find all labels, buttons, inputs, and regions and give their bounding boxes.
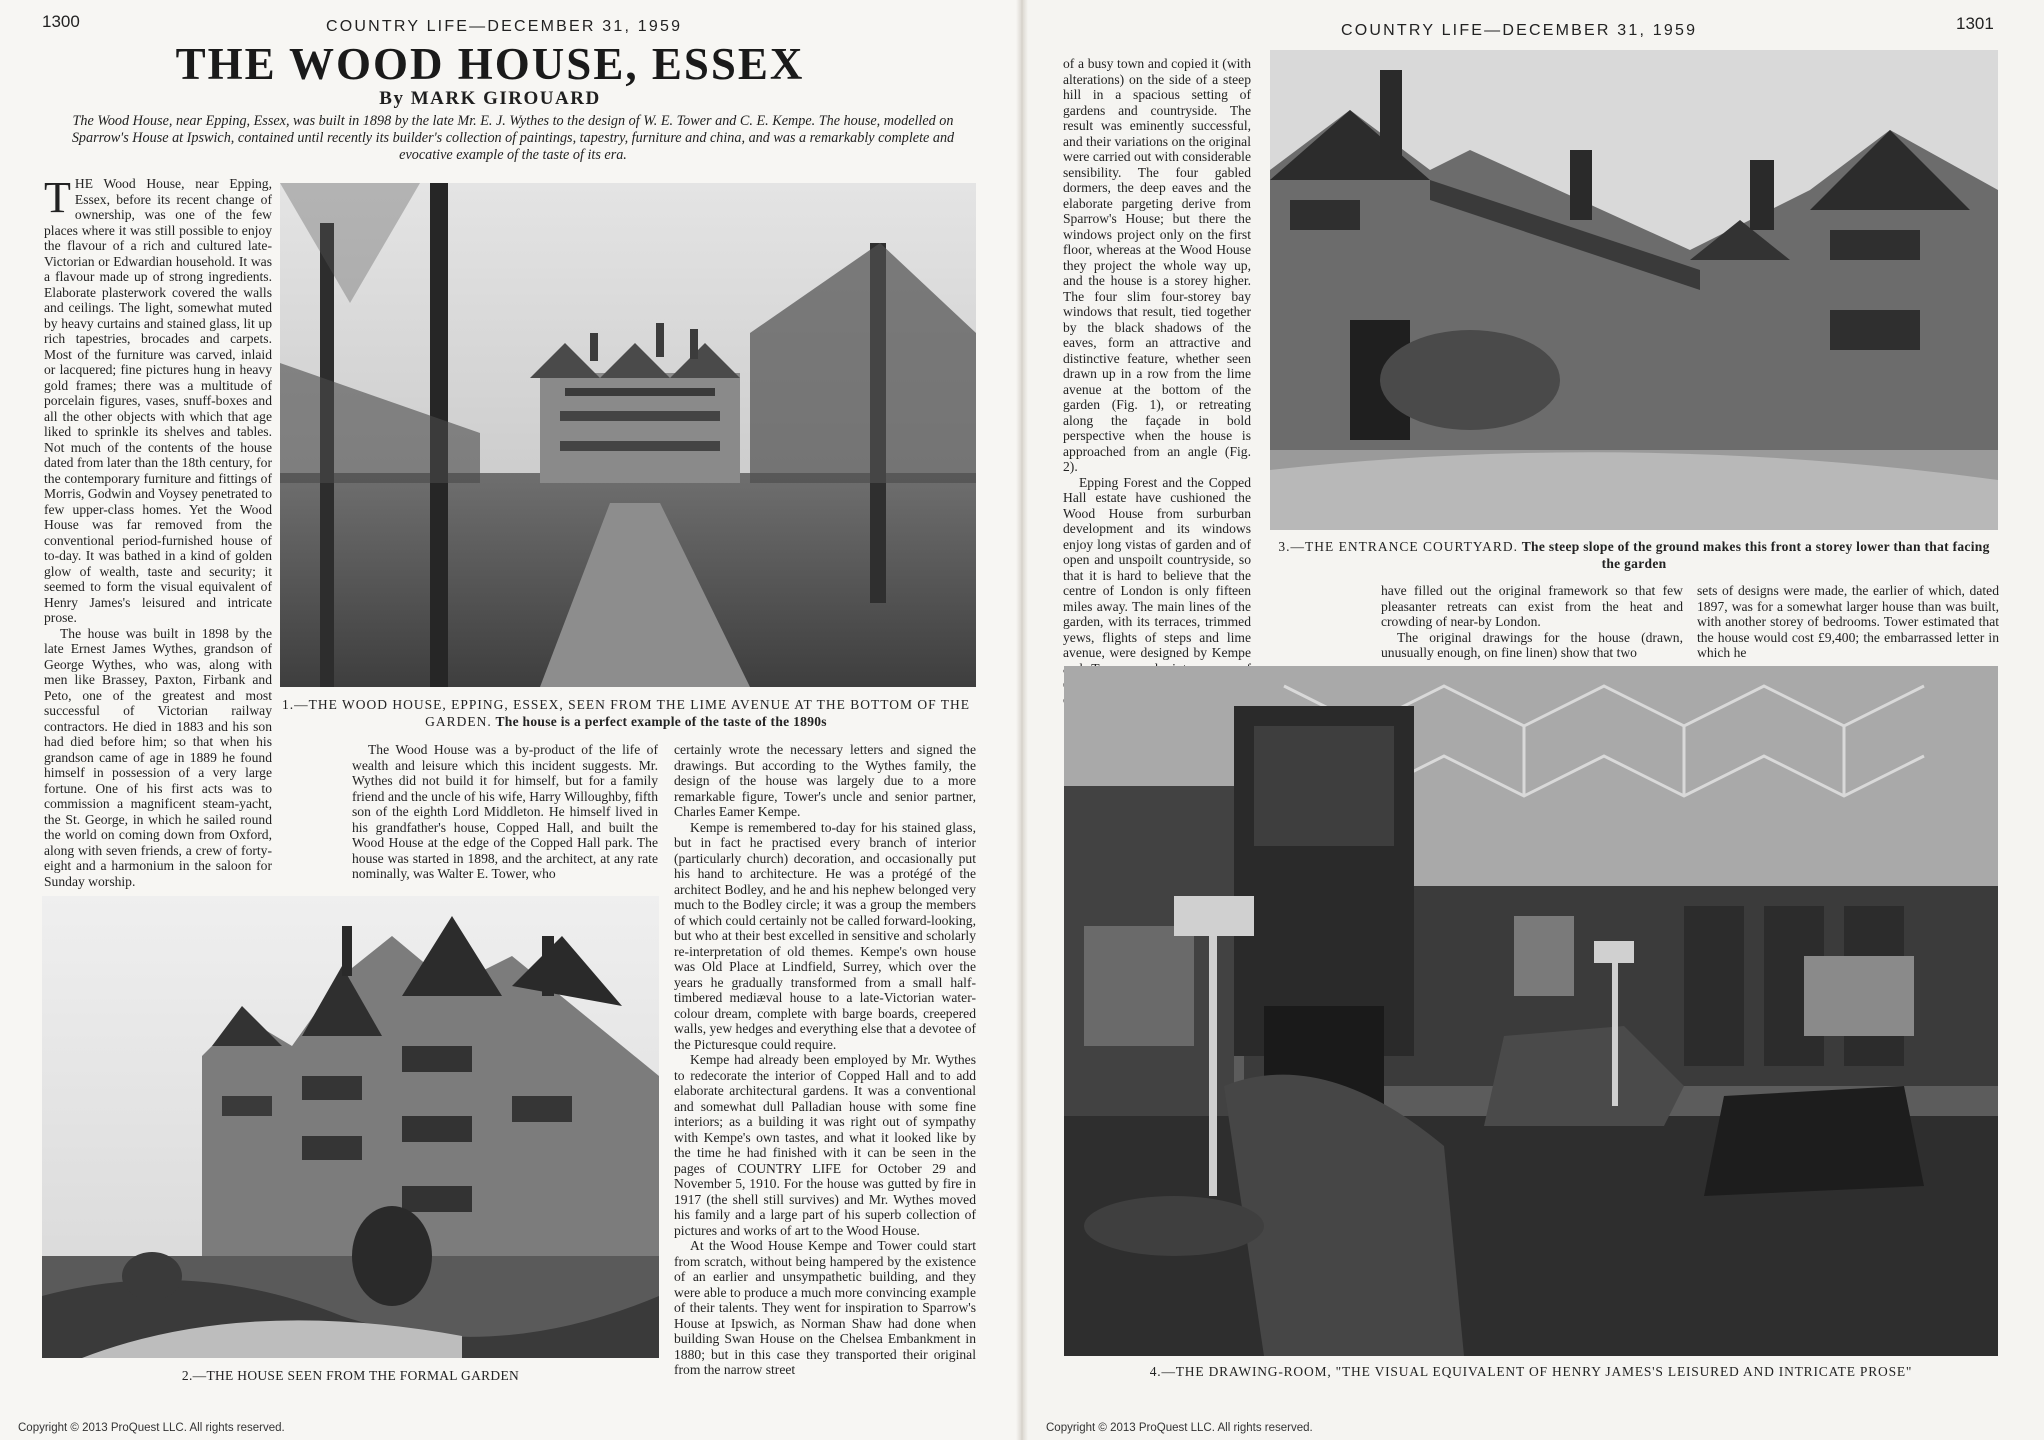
fig1-caption-rest: The house is a perfect example of the taste of the 1890s [495,713,827,729]
left-col3-para-3: Kempe had already been employed by Mr. Wythes to redecorate the interior of Copped Hall and to add elaborate architectural gardens. It was a conventional and somewhat dull Palladian house with some fine interiors; as a building it was right out of sympathy with Kempe's own tastes, and what it looked like by the time he had finished with it can be seen in the pages of COUNTRY LIFE for October 29 and November 5, 1910. For the house was gutted by fire in 1917 (the shell still survives) and Mr. Wythes moved his family and a large part of his superb collection of pictures and works of art to the Wood House. [674,1052,976,1238]
left-col2-para-1: The Wood House was a by-product of the life of wealth and leisure which this incident suggests. Mr. Wythes did not build it for himself, but for a family friend and the uncle of his wife, Harry Willoughby, fifth son of the eighth Lord Middleton. He himself lived in his grandfather's house, Copped Hall, and built the Wood House at the edge of the Copped Hall park. The house was started in 1898, and the architect, at any rate nominally, was Walter E. Tower, who [352,742,658,881]
right-col2-para-2: The original drawings for the house (drawn, unusually enough, on fine linen) show that two [1381,629,1683,660]
fig1-caption-lead: 1.—THE WOOD HOUSE, EPPING, ESSEX, SEEN FROM THE LIME AVENUE AT THE BOTTOM OF THE GARDEN. [281,697,971,729]
drop-cap: T [44,173,71,222]
left-text-column-1 [44,173,272,890]
page-gutter [1016,0,1028,1440]
left-col3-para-1: certainly wrote the necessary letters and signed the drawings. But according to the Wythes family, the design of the house was largely due to a more remarkable figure, Tower's uncle and senior partner, Charles Eamer Kempe. [674,742,976,819]
left-col3-para-4: At the Wood House Kempe and Tower could start from scratch, without being hampered by the existence of an earlier and unsympathetic building, and they were able to produce a much more convincing example of their talents. They went for inspiration to Sparrow's House at Ipswich, as Norman Shaw had done when building Swan House on the Chelsea Embankment in 1880; but in this case they transported their original from the narrow street [674,1238,976,1377]
fig4-caption: 4.—THE DRAWING-ROOM, "THE VISUAL EQUIVALENT OF HENRY JAMES'S LEISURED AND INTRICATE PROSE" [1149,1364,1913,1379]
left-col1-para-1: THE Wood House, near Epping, Essex, before its recent change of ownership, was one of the few places where it was still possible to enjoy the flavour of a rich and cultured late-Victorian or Edwardian household. It was a flavour made up of strong ingredients. Elaborate plasterwork covered the walls and ceilings. The light, somewhat muted by heavy curtains and stained glass, lit up rich tapestries, brocades and carpets. Most of the furniture was carved, inlaid or lacquered; fine pictures hung in heavy gold frames; there was a multitude of porcelain figures, vases, snuff-boxes and all the other objects with which that age liked to sprinkle its shelves and tables. Not much of the contents of the house dated from later than the 18th century, for the contemporary furniture and fittings of Morris, Godwin and Voysey penetrated to few upper-class homes. Yet the Wood House was far removed from the conventional period-furnished house of to-day. It was bathed in a kind of golden glow of wealth, taste and security; it seemed to form the visual equivalent of Henry James's leisured and intricate prose. [44,173,272,625]
left-folio: 1300 [42,12,80,31]
fig3-caption-lead: 3.—THE ENTRANCE COURTYARD. [1278,539,1519,554]
article-standfirst: The Wood House, near Epping, Essex, was built in 1898 by the late Mr. E. J. Wythes to the design of W. E. Tower and C. E. Kempe. The house, modelled on Sparrow's House at Ipswich, contained until recently its builder's collection of paintings, tapestry, furniture and china, and was a remarkably complete and evocative example of the taste of its era. [71,113,955,163]
left-text-column-2 [352,742,658,888]
right-col1-para-1: of a busy town and copied it (with alterations) on the side of a steep hill in a spacious setting of gardens and countryside. The result was eminently successful, and their variations on the original were carried out with considerable sensibility. The four gabled dormers, the deep eaves and the elaborate pargeting derive from Sparrow's House; but there the windows project only on the first floor, whereas at the Wood House they project the whole way up, and the house is a storey higher. The four slim four-storey bay windows that result, tied together by the black shadows of the eaves, form an attractive and distinctive feature, whether seen drawn up in a row from the lime avenue at the bottom of the garden (Fig. 1), or retreating along the façade in bold perspective when the house is approached from an angle (Fig. 2). [1063,56,1251,474]
right-col1-para-2: Epping Forest and the Copped Hall estate have cushioned the Wood House from surburban development and its windows enjoy long vistas of garden and of open and unspoilt countryside, so that it is hard to believe that the centre of London is only fifteen miles away. The main lines of the garden, with its terraces, trimmed yews, flights of steps and lime avenue, were designed by Kempe [1063,474,1251,660]
fig3-caption [1270,539,1998,572]
right-copyright: Copyright © 2013 ProQuest LLC. All rights reserved. [1046,1422,1313,1434]
article-title: THE WOOD HOUSE, ESSEX [175,39,805,89]
left-copyright: Copyright © 2013 ProQuest LLC. All rights reserved. [18,1422,285,1434]
fig3-entrance-courtyard-photo [1270,50,1998,530]
right-running-head: COUNTRY LIFE—DECEMBER 31, 1959 [1341,22,1698,39]
right-folio: 1301 [1956,14,1994,33]
right-col3-para-1: sets of designs were made, the earlier of which, dated 1897, was for a somewhat larger house than was built, with another storey of bedrooms. Tower estimated that the house would cost £9,400; the embarrassed letter in which he [1697,583,1999,660]
right-col2-para-1: have filled out the original framework so that few pleasanter retreats can exist from the heat and crowding of near-by London. [1381,583,1683,629]
left-text-column-3 [674,742,976,1426]
left-col1-para-2: The house was built in 1898 by the late Ernest James Wythes, grandson of George Wythes, who was, along with men like Brassey, Paxton, Firbank and Peto, one of the greatest and most successful of Victorian railway contractors. He died in 1883 and his son had died before him; so that when his grandson came of age in 1889 he found himself in possession of a very large fortune. One of his first acts was to commission a magnificent steam-yacht, the St. George, in which he sailed round the world on coming down from Oxford, along with seven friends, a crew of forty-eight and a harmonium in the saloon for Sunday worship. [44,625,272,889]
article-byline: By MARK GIROUARD [379,88,601,109]
fig1-caption [272,697,980,730]
fig3-caption-rest: The steep slope of the ground makes this front a storey lower than that facing the garden [1521,539,1990,571]
right-text-column-3 [1697,583,1999,660]
fig4-drawing-room-photo [1064,666,1998,1356]
fig2-house-from-formal-garden-photo [42,896,659,1358]
left-col3-para-2: Kempe is remembered to-day for his stained glass, but in fact he practised every branch of interior (particularly church) decoration, and occasionally put his hand to architecture. He was a protégé of the architect Bodley, and he and his nephew belonged very much to the Bodley circle; it was a group the members of which could certainly not be called forward-looking, but who at their best excelled in sensitive and scholarly re-interpretation of old themes. Kempe's own house was Old Place at Lindfield, Surrey, which over the years he gradually transformed from a small half-timbered mediæval house to a late-Victorian water-colour dream, complete with barge boards, creepered walls, yew hedges and everything else that a devotee of the Picturesque could require. [674,819,976,1052]
fig2-caption: 2.—THE HOUSE SEEN FROM THE FORMAL GARDEN [181,1368,520,1383]
fig1-house-from-lime-avenue-photo [280,183,976,687]
right-text-column-2 [1381,583,1683,660]
left-running-head: COUNTRY LIFE—DECEMBER 31, 1959 [326,18,683,35]
right-text-column-1 [1063,56,1251,660]
